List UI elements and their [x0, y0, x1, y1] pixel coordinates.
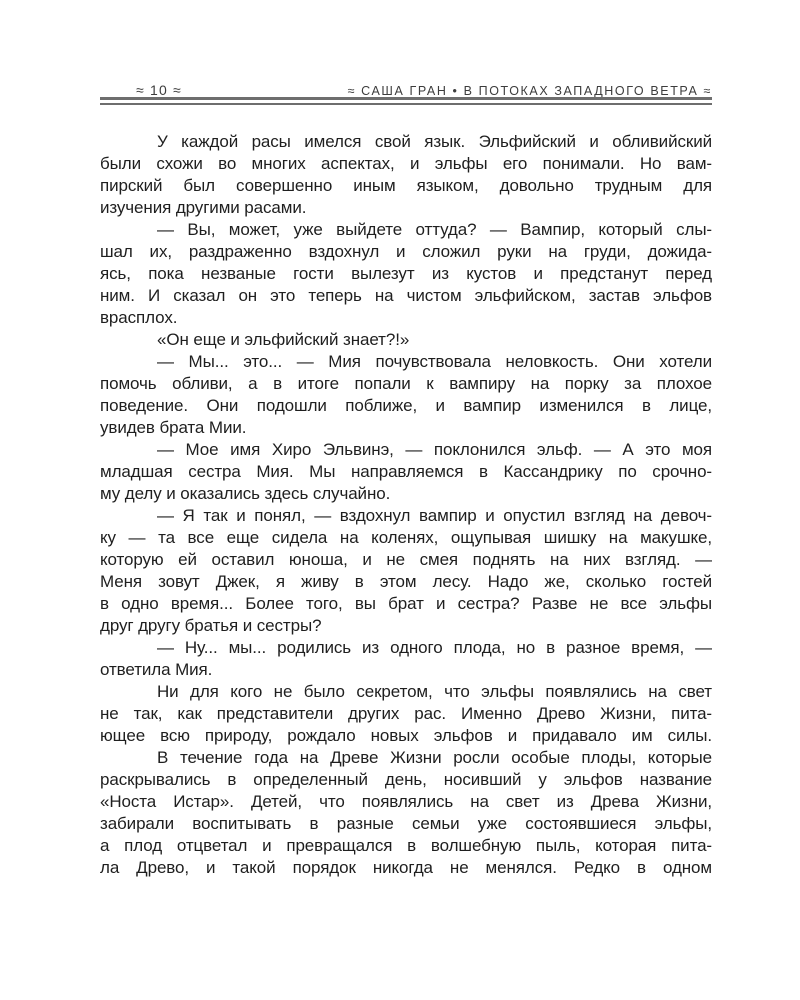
- text-line: ним. И сказал он это теперь на чистом эльфийском, застав эльфов: [100, 286, 712, 305]
- text-line: в одно время... Более того, вы брат и сестра? Разве не все эльфы: [100, 594, 712, 613]
- text-line: — Ну... мы... родились из одного плода, но в разное время, —: [157, 638, 712, 657]
- text-line: В течение года на Древе Жизни росли особые плоды, которые: [157, 748, 712, 767]
- text-line: увидев брата Мии.: [100, 418, 247, 437]
- text-line: пирский был совершенно иным языком, довольно трудным для: [100, 176, 712, 195]
- text-line: шал их, раздраженно вздохнул и сложил руки на груди, дожида-: [100, 242, 712, 261]
- text-line: друг другу братья и сестры?: [100, 616, 322, 635]
- running-title: ≈ САША ГРАН • В ПОТОКАХ ЗАПАДНОГО ВЕТРА ≈: [347, 84, 712, 98]
- text-line: не так, как представители других рас. Именно Древо Жизни, пита-: [100, 704, 712, 723]
- text-line: поведение. Они подошли поближе, и вампир изменился в лице,: [100, 396, 712, 415]
- text-line: а плод отцветал и превращался в волшебную пыль, которая пита-: [100, 836, 712, 855]
- text-line: ясь, пока незваные гости вылезут из кустов и предстанут перед: [100, 264, 712, 283]
- text-line: Ни для кого не было секретом, что эльфы появлялись на свет: [157, 682, 712, 701]
- text-line: му делу и оказались здесь случайно.: [100, 484, 391, 503]
- text-line: Меня зовут Джек, я живу в этом лесу. Надо же, сколько гостей: [100, 572, 712, 591]
- text-line: ющее всю природу, рождало новых эльфов и придавало им силы.: [100, 726, 712, 745]
- text-line: изучения другими расами.: [100, 198, 307, 217]
- text-line: ответила Мия.: [100, 660, 213, 679]
- text-line: У каждой расы имелся свой язык. Эльфийский и обливийский: [157, 132, 712, 151]
- page-number: ≈ 10 ≈: [136, 82, 182, 98]
- text-line: — Мое имя Хиро Эльвинэ, — поклонился эльф. — А это моя: [157, 440, 712, 459]
- header-rule: [100, 97, 712, 105]
- text-line: врасплох.: [100, 308, 178, 327]
- text-line: — Вы, может, уже выйдете оттуда? — Вампир, который слы-: [157, 220, 712, 239]
- text-line: — Мы... это... — Мия почувствовала неловкость. Они хотели: [157, 352, 712, 371]
- text-line: младшая сестра Мия. Мы направляемся в Кассандрику по срочно-: [100, 462, 712, 481]
- text-line: забирали воспитывать в разные семьи уже состоявшиеся эльфы,: [100, 814, 712, 833]
- page-header: [100, 82, 712, 98]
- text-line: «Носта Истар». Детей, что появлялись на свет из Древа Жизни,: [100, 792, 712, 811]
- text-line: помочь обливи, а в итоге попали к вампиру на порку за плохое: [100, 374, 712, 393]
- text-line: были схожи во многих аспектах, и эльфы его понимали. Но вам-: [100, 154, 712, 173]
- text-line: ла Древо, и такой порядок никогда не менялся. Редко в одном: [100, 858, 712, 877]
- text-block: [100, 131, 712, 879]
- text-line: ку — та все еще сидела на коленях, ощупывая шишку на макушке,: [100, 528, 712, 547]
- text-line: — Я так и понял, — вздохнул вампир и опустил взгляд на девоч-: [157, 506, 712, 525]
- text-line: раскрывались в определенный день, носивший у эльфов название: [100, 770, 712, 789]
- text-line: которую ей оставил юноша, и не смея поднять на них взгляд. —: [100, 550, 712, 569]
- text-line: «Он еще и эльфийский знает?!»: [157, 330, 410, 349]
